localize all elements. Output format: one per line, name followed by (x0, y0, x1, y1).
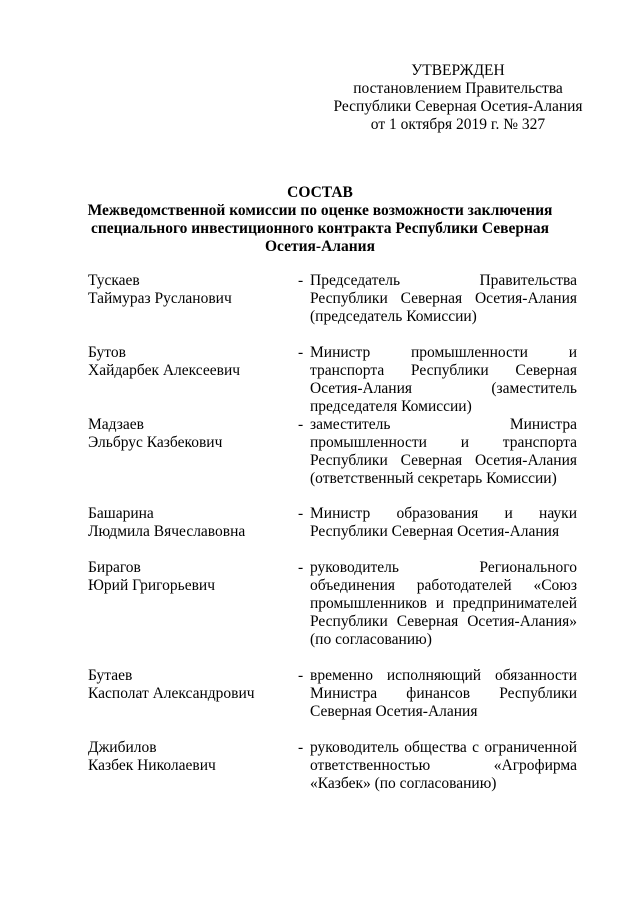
member-entry (88, 559, 588, 667)
member-surname: Башарина (88, 505, 154, 522)
member-name (88, 739, 288, 775)
member-dash: - (298, 739, 304, 756)
member-name (88, 416, 288, 452)
document-title (60, 184, 580, 256)
member-name (88, 344, 288, 380)
member-role: руководитель общества с ограниченной ответственностью «Агрофирма «Казбек» (по согласованию) (310, 739, 577, 792)
member-surname: Тускаев (88, 272, 140, 289)
member-surname: Бутаев (88, 667, 133, 684)
title-line: Межведомственной комиссии по оценке возможности заключения (87, 202, 553, 219)
approval-stamp (318, 62, 598, 134)
member-role: Министр промышленности и транспорта Республики Северная Осетия-Алания (заместитель председателя Комиссии) (310, 344, 577, 415)
member-dash: - (298, 416, 304, 433)
approval-line: от 1 октября 2019 г. № 327 (370, 116, 546, 133)
member-name (88, 667, 288, 703)
member-role: Министр образования и науки Республики Северная Осетия-Алания (310, 505, 577, 540)
member-role: руководитель Регионального объединения работодателей «Союз промышленников и предпринимателей Республики Северная Осетия-Алания» (по согласованию) (310, 559, 577, 648)
member-entry (88, 667, 588, 739)
members-list (88, 272, 588, 811)
member-name (88, 559, 288, 595)
member-surname: Джибилов (88, 739, 157, 756)
member-given-names: Таймураз Русланович (88, 290, 232, 307)
member-given-names: Юрий Григорьевич (88, 577, 216, 594)
approval-line: постановлением Правительства (353, 80, 563, 97)
member-given-names: Эльбрус Казбекович (88, 434, 223, 451)
member-surname: Бирагов (88, 559, 141, 576)
title-line: специального инвестиционного контракта Республики Северная (90, 220, 550, 237)
member-dash: - (298, 344, 304, 361)
member-entry (88, 344, 588, 416)
member-name (88, 505, 288, 541)
approval-line: УТВЕРЖДЕН (411, 62, 505, 79)
member-given-names: Касполат Александрович (88, 685, 255, 702)
member-entry (88, 505, 588, 559)
title-line: Осетия-Алания (265, 238, 375, 255)
title-heading: СОСТАВ (287, 184, 353, 201)
member-role: временно исполняющий обязанности Министра финансов Республики Северная Осетия-Алания (310, 667, 577, 720)
member-surname: Мадзаев (88, 416, 144, 433)
member-entry (88, 416, 588, 505)
member-entry (88, 739, 588, 811)
member-role: Председатель Правительства Республики Северная Осетия-Алания (председатель Комиссии) (310, 272, 577, 325)
member-given-names: Хайдарбек Алексеевич (88, 362, 241, 379)
member-dash: - (298, 667, 304, 684)
member-entry (88, 272, 588, 344)
member-name (88, 272, 288, 308)
member-given-names: Казбек Николаевич (88, 757, 216, 774)
approval-line: Республики Северная Осетия-Алания (333, 98, 583, 115)
member-dash: - (298, 272, 304, 289)
member-dash: - (298, 505, 304, 522)
member-role: заместитель Министра промышленности и транспорта Республики Северная Осетия-Алания (ответственный секретарь Комиссии) (310, 416, 577, 487)
member-dash: - (298, 559, 304, 576)
member-given-names: Людмила Вячеславовна (88, 523, 246, 540)
member-surname: Бутов (88, 344, 126, 361)
